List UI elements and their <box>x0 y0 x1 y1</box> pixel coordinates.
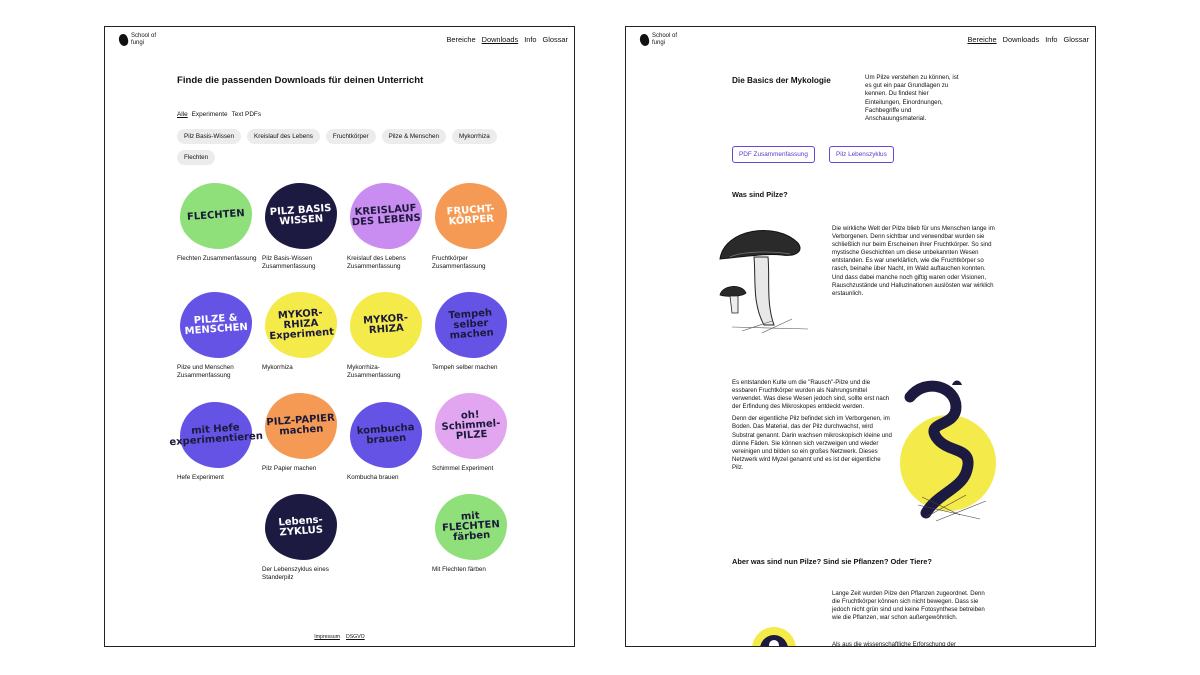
section-text <box>732 379 892 472</box>
tag-pilz-basis-wissen[interactable]: Pilz Basis-Wissen <box>177 129 241 144</box>
card-illustration: mit Hefe experimentieren <box>180 402 252 468</box>
tag-pilze-menschen[interactable]: Pilze & Menschen <box>382 129 446 144</box>
download-card[interactable] <box>347 292 433 380</box>
mushroom-illustration <box>712 217 812 352</box>
logo[interactable] <box>640 33 680 46</box>
lifecycle-button[interactable]: Pilz Lebenszyklus <box>829 146 894 163</box>
nav-bereiche[interactable]: Bereiche <box>967 35 997 44</box>
card-caption: Pilze und Menschen Zusammenfassung <box>177 364 234 379</box>
card-illustration: KREISLAUF DES LEBENS <box>350 183 422 249</box>
mushroom-logo-icon <box>117 32 129 46</box>
card-illustration: Lebens-ZYKLUS <box>265 494 337 560</box>
nav-downloads[interactable]: Downloads <box>481 35 519 44</box>
card-caption: Pilz Basis-Wissen Zusammenfassung <box>262 255 316 270</box>
card-illustration: Tempeh selber machen <box>435 292 507 358</box>
page-title: Finde die passenden Downloads für deinen Unterricht <box>177 75 424 86</box>
impressum-link[interactable]: Impressum <box>314 634 340 640</box>
nav-info[interactable]: Info <box>524 35 537 44</box>
card-illustration: mit FLECHTEN färben <box>435 494 507 560</box>
section-paragraph: Es entstanden Kulte um die "Rausch"-Pilze und die essbaren Fruchtkörper wurden als Nahrungsmittel verwendet. Was diese Wesen jedoch sind, sollte erst nach der Erfindung des Mikroskopes entdeckt werden. <box>732 379 890 411</box>
card-caption: Schimmel Experiment <box>432 465 494 472</box>
card-caption: Kreislauf des Lebens Zusammenfassung <box>347 255 406 270</box>
filter-text-pdfs[interactable]: Text PDFs <box>231 111 262 118</box>
card-caption: Kombucha brauen <box>347 474 399 481</box>
logo[interactable] <box>119 33 159 46</box>
main-nav <box>967 35 1089 44</box>
tag-flechten[interactable]: Flechten <box>177 150 215 165</box>
eye-illustration <box>746 623 806 647</box>
logo-text: School of fungi <box>652 33 678 46</box>
card-caption: Fruchtkörper Zusammenfassung <box>432 255 486 270</box>
card-illustration: PILZ-PAPIER machen <box>265 393 337 459</box>
download-card[interactable] <box>169 402 264 482</box>
section-heading: Aber was sind nun Pilze? Sind sie Pflanzen? Oder Tiere? <box>732 557 932 566</box>
card-illustration: oh! Schimmel-PILZE <box>435 393 507 459</box>
card-caption: Mit Flechten färben <box>432 566 486 573</box>
card-illustration: MYKOR-RHIZA Experiment <box>265 292 337 358</box>
download-card[interactable] <box>432 494 518 574</box>
card-illustration: kombucha brauen <box>350 402 422 468</box>
nav-info[interactable]: Info <box>1045 35 1058 44</box>
downloads-page <box>104 26 575 647</box>
dsgvo-link[interactable]: DSGVO <box>345 634 365 640</box>
download-card[interactable] <box>262 183 348 271</box>
tag-mykorrhiza[interactable]: Mykorrhiza <box>452 129 497 144</box>
topic-tags <box>177 129 497 165</box>
download-card[interactable] <box>262 393 348 473</box>
filter-alle[interactable]: Alle <box>177 111 188 118</box>
type-filter <box>177 111 261 118</box>
nav-downloads[interactable]: Downloads <box>1002 35 1040 44</box>
card-caption: Flechten Zusammenfassung <box>177 255 257 262</box>
footer <box>105 634 574 640</box>
filter-experimente[interactable]: Experimente <box>191 111 228 118</box>
download-card[interactable] <box>432 292 518 372</box>
section-text: Die wirkliche Welt der Pilze blieb für uns Menschen lange im Verborgenen. Denn sichtbar und verwendbar wurden sie schließlich nur beim Erscheinen ihrer Fruchtkörper. So sind mystische Geschichten um diese unbekannten Wesen entstanden. Es war unerklärlich, wie die Fruchtkörper so rasch, beinahe über Nacht, im Wald auftauchen konnten. Und dass dabei manche noch giftig waren oder Visionen, Rauschzustände und Halluzinationen auslösten war wirklich erstaunlich. <box>832 225 995 297</box>
nav-bereiche[interactable]: Bereiche <box>446 35 476 44</box>
section-paragraph: Denn der eigentliche Pilz befindet sich im Verborgenen, im Boden. Das Material, das der Pilz durchwachst, wird Substrat genannt. Darin wachsen mikroskopisch kleine und dünne Fäden. Sie können sich verzweigen und wieder vereinigen und bilden so ein großes Netzwerk. Dieses Netzwerk wird Myzel genannt und es ist der eigentliche Pilz. <box>732 415 892 471</box>
download-card[interactable] <box>177 292 263 380</box>
nav-glossar[interactable]: Glossar <box>542 35 568 44</box>
download-card[interactable] <box>177 183 263 263</box>
section-text-cut: Als aus die wissenschaftliche Erforschung der <box>832 641 956 647</box>
card-illustration: FLECHTEN <box>180 183 252 249</box>
download-card[interactable] <box>347 402 433 482</box>
card-illustration: FRUCHT-KÖRPER <box>435 183 507 249</box>
card-illustration: PILZE & MENSCHEN <box>180 292 252 358</box>
card-illustration: MYKOR-RHIZA <box>350 292 422 358</box>
tag-fruchtkoerper[interactable]: Fruchtkörper <box>326 129 376 144</box>
section-text: Lange Zeit wurden Pilze den Pflanzen zugeordnet. Denn die Fruchtkörper können sich nicht bewegen. Dass sie jedoch nicht grün sind und keine Fotosynthese betreiben wie die Pflanzen, war schon außergewöhnlich. <box>832 590 985 622</box>
main-nav <box>446 35 568 44</box>
download-card[interactable] <box>347 183 433 271</box>
intro-text: Um Pilze verstehen zu können, ist es gut ein paar Grundlagen zu kennen. Du findest hier Einteilungen, Einordnungen, Fachbegriffe und Anschauungsmaterial. <box>865 74 959 123</box>
mycelium-illustration <box>896 377 1006 527</box>
pdf-summary-button[interactable]: PDF Zusammenfassung <box>732 146 815 163</box>
logo-text: School of fungi <box>131 33 157 46</box>
download-card[interactable] <box>262 494 348 582</box>
card-caption: Tempeh selber machen <box>432 364 498 371</box>
section-heading: Was sind Pilze? <box>732 190 788 199</box>
download-card[interactable] <box>432 393 518 473</box>
download-card[interactable] <box>262 292 348 372</box>
card-caption: Mykorrhiza-Zusammenfassung <box>347 364 401 379</box>
card-caption: Hefe Experiment <box>177 474 224 481</box>
card-caption: Pilz Papier machen <box>262 465 317 472</box>
page-title: Die Basics der Mykologie <box>732 76 831 85</box>
card-caption: Mykorrhiza <box>262 364 293 371</box>
tag-kreislauf[interactable]: Kreislauf des Lebens <box>247 129 320 144</box>
basics-page <box>625 26 1096 647</box>
nav-glossar[interactable]: Glossar <box>1063 35 1089 44</box>
card-illustration: PILZ BASIS WISSEN <box>265 183 337 249</box>
download-card[interactable] <box>432 183 518 271</box>
card-caption: Der Lebenszyklus eines Standerpilz <box>262 566 329 581</box>
mushroom-logo-icon <box>638 32 650 46</box>
